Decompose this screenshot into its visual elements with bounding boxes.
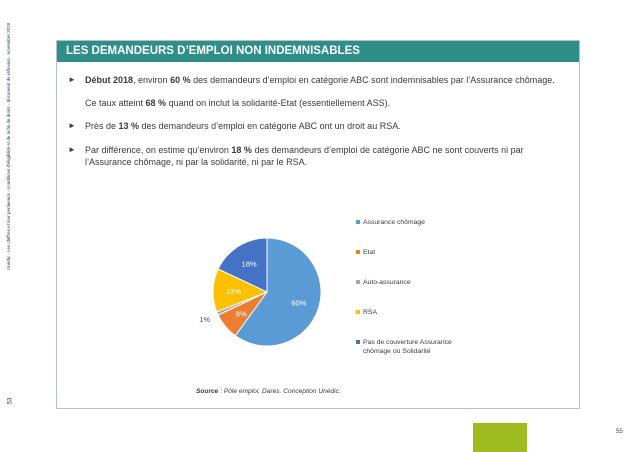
legend-label: Assurance chômage — [363, 219, 425, 226]
bullet-1-lead: Début 2018 — [85, 75, 134, 85]
source-text: : Pôle emploi, Dares. Conception Unédic. — [218, 388, 341, 395]
bullet-2-text1: Près de — [85, 121, 119, 131]
pie-label-auto-assurance: 1% — [199, 315, 211, 325]
sidebar-page-number: 53 — [7, 397, 14, 405]
bullet-1-text1: , environ — [133, 75, 171, 85]
bullet-2-text2: des demandeurs d’emploi en catégorie ABC ont un droit au RSA. — [139, 121, 401, 131]
chart-legend — [356, 218, 473, 377]
bullet-arrow-icon: ► — [68, 121, 76, 130]
legend-item-assurance — [356, 218, 473, 227]
legend-swatch — [356, 340, 360, 344]
pie-label-pas-de-couverture: 18% — [241, 259, 257, 269]
pie-label-rsa: 13% — [226, 286, 242, 296]
bullet-3-bold: 18 % — [231, 144, 252, 155]
bullet-arrow-icon: ► — [68, 75, 76, 84]
bullet-2-bold: 13 % — [118, 121, 140, 131]
legend-swatch — [356, 310, 360, 314]
source-label: Source — [196, 388, 219, 395]
accent-box — [473, 423, 527, 452]
legend-item-pas-de-couverture — [356, 338, 473, 356]
legend-item-rsa — [356, 308, 473, 317]
chart-source — [196, 388, 341, 395]
legend-label: Auto-assurance — [363, 279, 411, 286]
sub-text1: Ce taux atteint — [85, 97, 146, 108]
page-number: 55 — [616, 429, 623, 435]
legend-swatch — [356, 280, 360, 284]
legend-item-auto-assurance — [356, 278, 473, 287]
bullet-1 — [67, 74, 572, 87]
bullet-3 — [67, 144, 572, 169]
legend-label: RSA — [363, 309, 377, 316]
legend-swatch — [356, 250, 360, 254]
pie-chart — [197, 237, 337, 357]
bullet-3-text1: Par différence, on estime qu’environ — [85, 144, 232, 155]
sub-bold: 68 % — [145, 97, 167, 108]
slide-title: LES DEMANDEURS D’EMPLOI NON INDEMNISABLES — [57, 41, 579, 62]
bullet-3-text2: des demandeurs d’emploi de catégorie ABC ne sont couverts ni par l’Assurance chômage, ni par la solidarité, ni par le RSA. — [85, 144, 524, 167]
sub-text2: quand on inclut la solidarité-Etat (essentiellement ASS). — [166, 97, 391, 108]
bullet-2 — [67, 120, 572, 133]
bullet-1-bold: 60 % — [170, 75, 191, 85]
legend-label: Etat — [363, 249, 376, 256]
legend-item-etat — [356, 248, 473, 257]
bullet-1-text2: des demandeurs d’emploi en catégorie ABC sont indemnisables par l’Assurance chômage. — [190, 75, 555, 85]
sidebar-vertical-text: Unédic - Les chiffres et leur pertinence - conditions d'éligibilité et de la fin de droits - document de réflexion - novembre 2018 — [6, 22, 11, 270]
bullet-arrow-icon: ► — [68, 144, 76, 154]
slide-frame — [56, 40, 580, 409]
bullet-1-sub — [67, 97, 572, 110]
bullet-list — [67, 74, 572, 169]
pie-label-assurance: 60% — [291, 298, 307, 308]
legend-swatch — [356, 220, 360, 224]
legend-label: Pas de couverture Assurance chômage ou Solidarité — [363, 339, 452, 355]
pie-label-etat: 8% — [235, 309, 247, 319]
